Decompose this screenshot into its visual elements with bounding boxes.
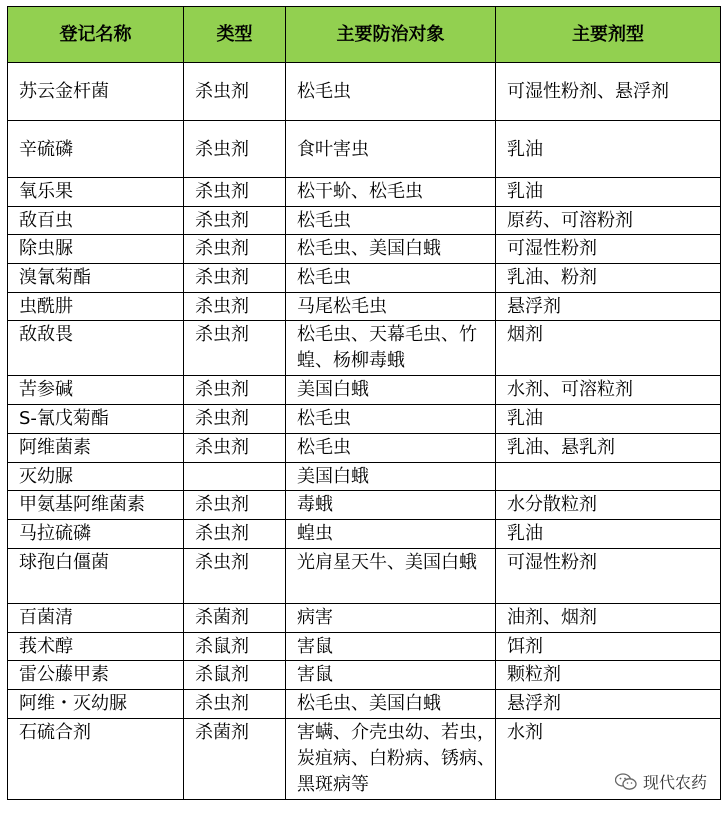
cell-type: 杀菌剂 [184, 604, 286, 633]
cell-main-target: 松毛虫、美国白蛾 [286, 235, 496, 264]
cell-main-formulation: 水剂 [496, 719, 721, 800]
cell-main-target: 松干蚧、松毛虫 [286, 178, 496, 207]
table-row [8, 549, 721, 604]
table-row [8, 520, 721, 549]
cell-main-formulation: 悬浮剂 [496, 690, 721, 719]
wechat-icon [615, 773, 637, 791]
cell-main-formulation: 饵剂 [496, 633, 721, 661]
table-row [8, 604, 721, 633]
cell-type: 杀虫剂 [184, 405, 286, 434]
cell-type [184, 463, 286, 491]
cell-main-formulation: 乳油 [496, 405, 721, 434]
cell-main-target: 美国白蛾 [286, 376, 496, 405]
table-row [8, 661, 721, 690]
cell-registration-name: 虫酰肼 [8, 293, 184, 321]
cell-registration-name: 阿维・灭幼脲 [8, 690, 184, 719]
table-row [8, 121, 721, 178]
cell-registration-name: 辛硫磷 [8, 121, 184, 178]
table-row [8, 434, 721, 463]
cell-main-target: 松毛虫 [286, 264, 496, 293]
cell-main-target: 松毛虫 [286, 434, 496, 463]
cell-registration-name: 苏云金杆菌 [8, 63, 184, 121]
table-row [8, 491, 721, 520]
table-row [8, 405, 721, 434]
cell-type: 杀虫剂 [184, 264, 286, 293]
cell-registration-name: 敌敌畏 [8, 321, 184, 376]
table-row [8, 207, 721, 235]
cell-main-formulation: 乳油 [496, 178, 721, 207]
cell-main-formulation [496, 463, 721, 491]
cell-main-target: 松毛虫 [286, 207, 496, 235]
cell-registration-name: 阿维菌素 [8, 434, 184, 463]
table-row [8, 235, 721, 264]
cell-type: 杀虫剂 [184, 121, 286, 178]
cell-main-target: 病害 [286, 604, 496, 633]
cell-registration-name: 甲氨基阿维菌素 [8, 491, 184, 520]
table-row [8, 719, 721, 800]
table-row [8, 633, 721, 661]
cell-type: 杀虫剂 [184, 321, 286, 376]
header-registration-name: 登记名称 [8, 7, 184, 63]
cell-registration-name: S-氰戊菊酯 [8, 405, 184, 434]
cell-main-formulation: 乳油 [496, 121, 721, 178]
table-row [8, 690, 721, 719]
table-row [8, 264, 721, 293]
cell-main-formulation: 悬浮剂 [496, 293, 721, 321]
watermark-text: 现代农药 [642, 773, 707, 792]
cell-main-target: 松毛虫、美国白蛾 [286, 690, 496, 719]
table-header-row [8, 7, 721, 63]
cell-main-formulation: 水剂、可溶粒剂 [496, 376, 721, 405]
cell-main-formulation: 乳油 [496, 520, 721, 549]
cell-registration-name: 球孢白僵菌 [8, 549, 184, 604]
cell-registration-name: 苦参碱 [8, 376, 184, 405]
table-row [8, 63, 721, 121]
cell-type: 杀菌剂 [184, 719, 286, 800]
cell-registration-name: 除虫脲 [8, 235, 184, 264]
cell-type: 杀虫剂 [184, 491, 286, 520]
cell-main-target: 马尾松毛虫 [286, 293, 496, 321]
cell-main-formulation: 可湿性粉剂、悬浮剂 [496, 63, 721, 121]
cell-main-formulation: 原药、可溶粉剂 [496, 207, 721, 235]
cell-type: 杀鼠剂 [184, 661, 286, 690]
cell-type: 杀鼠剂 [184, 633, 286, 661]
cell-main-formulation: 可湿性粉剂 [496, 549, 721, 604]
cell-main-target: 松毛虫 [286, 405, 496, 434]
wechat-watermark [615, 770, 707, 793]
cell-main-target: 光肩星天牛、美国白蛾 [286, 549, 496, 604]
cell-type: 杀虫剂 [184, 178, 286, 207]
cell-registration-name: 马拉硫磷 [8, 520, 184, 549]
header-type: 类型 [184, 7, 286, 63]
cell-main-target: 害鼠 [286, 661, 496, 690]
cell-type: 杀虫剂 [184, 235, 286, 264]
cell-registration-name: 敌百虫 [8, 207, 184, 235]
table-row [8, 293, 721, 321]
cell-main-target: 害鼠 [286, 633, 496, 661]
header-main-formulation: 主要剂型 [496, 7, 721, 63]
cell-main-target: 毒蛾 [286, 491, 496, 520]
cell-registration-name: 氧乐果 [8, 178, 184, 207]
cell-main-target: 害螨、介壳虫幼、若虫，炭疽病、白粉病、锈病、黑斑病等 [286, 719, 496, 800]
cell-main-formulation: 乳油、粉剂 [496, 264, 721, 293]
cell-registration-name: 溴氰菊酯 [8, 264, 184, 293]
cell-registration-name: 石硫合剂 [8, 719, 184, 800]
cell-main-target: 松毛虫、天幕毛虫、竹蝗、杨柳毒蛾 [286, 321, 496, 376]
cell-main-formulation: 可湿性粉剂 [496, 235, 721, 264]
cell-type: 杀虫剂 [184, 434, 286, 463]
cell-main-formulation: 水分散粒剂 [496, 491, 721, 520]
table-row [8, 463, 721, 491]
cell-main-target: 松毛虫 [286, 63, 496, 121]
cell-type: 杀虫剂 [184, 376, 286, 405]
cell-registration-name: 灭幼脲 [8, 463, 184, 491]
cell-type: 杀虫剂 [184, 549, 286, 604]
cell-type: 杀虫剂 [184, 63, 286, 121]
cell-type: 杀虫剂 [184, 293, 286, 321]
cell-type: 杀虫剂 [184, 520, 286, 549]
cell-main-formulation: 烟剂 [496, 321, 721, 376]
cell-registration-name: 百菌清 [8, 604, 184, 633]
table-row [8, 178, 721, 207]
cell-main-target: 食叶害虫 [286, 121, 496, 178]
cell-main-formulation: 油剂、烟剂 [496, 604, 721, 633]
cell-type: 杀虫剂 [184, 690, 286, 719]
cell-main-target: 美国白蛾 [286, 463, 496, 491]
pesticide-registration-table [7, 6, 721, 800]
table-row [8, 321, 721, 376]
table-row [8, 376, 721, 405]
cell-main-formulation: 乳油、悬乳剂 [496, 434, 721, 463]
cell-registration-name: 雷公藤甲素 [8, 661, 184, 690]
cell-registration-name: 莪术醇 [8, 633, 184, 661]
cell-type: 杀虫剂 [184, 207, 286, 235]
cell-main-formulation: 颗粒剂 [496, 661, 721, 690]
cell-main-target: 蝗虫 [286, 520, 496, 549]
header-main-target: 主要防治对象 [286, 7, 496, 63]
